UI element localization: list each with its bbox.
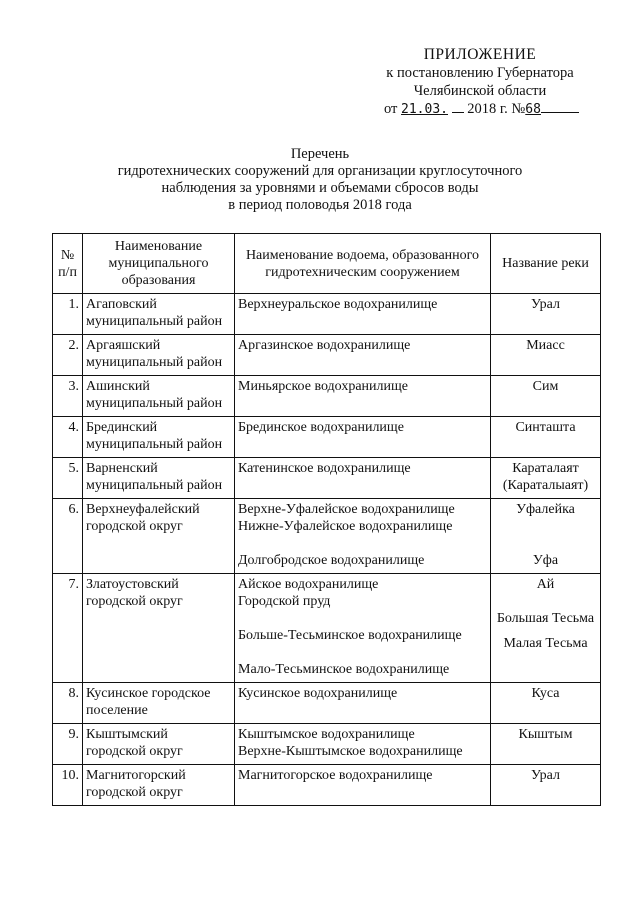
appendix-title: ПРИЛОЖЕНИЕ xyxy=(423,46,537,63)
reservoir-item: Городской пруд xyxy=(238,594,331,609)
row-municipality: Аргаяшский муниципальный район xyxy=(83,335,235,376)
row-reservoir-list xyxy=(235,574,491,683)
river-item: Ай xyxy=(536,577,555,592)
spacer xyxy=(494,535,597,552)
row-number: 3. xyxy=(53,376,83,417)
table-row xyxy=(53,499,601,574)
date-value: 21.03. xyxy=(401,102,448,117)
appendix-date-line xyxy=(360,100,600,119)
row-river: Куса xyxy=(491,683,601,724)
reservoir-item: Айское водохранилище xyxy=(238,577,379,592)
row-municipality: Ашинский муниципальный район xyxy=(83,376,235,417)
row-reservoir: Аргазинское водохранилище xyxy=(235,335,491,376)
table-row xyxy=(53,376,601,417)
row-number: 4. xyxy=(53,417,83,458)
row-municipality: Магнитогорский городской округ xyxy=(83,765,235,806)
row-river: Урал xyxy=(491,294,601,335)
reservoir-item: Долгобродское водохранилище xyxy=(238,553,425,568)
row-reservoir: Кусинское водохранилище xyxy=(235,683,491,724)
spacer xyxy=(238,610,487,627)
document-title xyxy=(60,146,580,214)
row-reservoir-list xyxy=(235,499,491,574)
river-item: Малая Тесьма xyxy=(503,636,588,651)
date-prefix: от xyxy=(384,101,398,117)
table-row xyxy=(53,294,601,335)
number-underline xyxy=(541,100,579,113)
table-row xyxy=(53,683,601,724)
reservoir-item: Больше-Тесьминское водохранилище xyxy=(238,628,462,643)
row-river: Караталаят (Караталыаят) xyxy=(491,458,601,499)
row-river: Кыштым xyxy=(491,724,601,765)
header-reservoir: Наименование водоема, образованного гидротехническим сооружением xyxy=(235,234,491,294)
row-number: 10. xyxy=(53,765,83,806)
row-river: Миасс xyxy=(491,335,601,376)
table-row xyxy=(53,574,601,683)
year-text: 2018 г. № xyxy=(467,101,526,117)
row-municipality: Верхнеуфалейский городской округ xyxy=(83,499,235,574)
reservoir-item: Верхне-Кыштымское водохранилище xyxy=(238,744,463,759)
row-municipality: Варненский муниципальный район xyxy=(83,458,235,499)
row-reservoir: Верхнеуральское водохранилище xyxy=(235,294,491,335)
row-number: 5. xyxy=(53,458,83,499)
table-row xyxy=(53,724,601,765)
header-river: Название реки xyxy=(491,234,601,294)
spacer xyxy=(494,518,597,535)
row-river: Урал xyxy=(491,765,601,806)
reservoir-item: Верхне-Уфалейское водохранилище xyxy=(238,502,455,517)
river-item: Уфалейка xyxy=(516,502,575,517)
decree-number: 68 xyxy=(525,102,541,117)
reservoir-item: Кыштымское водохранилище xyxy=(238,727,415,742)
table-row xyxy=(53,458,601,499)
title-line-4: в период половодья 2018 года xyxy=(228,197,412,213)
appendix-line-1: к постановлению Губернатора xyxy=(386,65,574,81)
row-number: 7. xyxy=(53,574,83,683)
row-river-list xyxy=(491,499,601,574)
header-municipality: Наименование муниципального образования xyxy=(83,234,235,294)
row-reservoir: Брединское водохранилище xyxy=(235,417,491,458)
title-line-3: наблюдения за уровнями и объемами сбросов воды xyxy=(161,180,479,196)
spacer xyxy=(238,535,487,552)
table-row xyxy=(53,335,601,376)
table-header-row xyxy=(53,234,601,294)
appendix-line-2: Челябинской области xyxy=(413,83,547,99)
row-number: 9. xyxy=(53,724,83,765)
reservoir-item: Нижне-Уфалейское водохранилище xyxy=(238,519,453,534)
row-reservoir: Катенинское водохранилище xyxy=(235,458,491,499)
row-reservoir: Миньярское водохранилище xyxy=(235,376,491,417)
table-row xyxy=(53,765,601,806)
row-reservoir-list xyxy=(235,724,491,765)
date-underline xyxy=(452,100,464,113)
title-line-1: Перечень xyxy=(290,146,350,162)
structures-table xyxy=(52,233,601,806)
row-river: Синташта xyxy=(491,417,601,458)
row-number: 6. xyxy=(53,499,83,574)
row-municipality: Кусинское городское поселение xyxy=(83,683,235,724)
spacer xyxy=(238,644,487,661)
header-number: № п/п xyxy=(53,234,83,294)
row-number: 1. xyxy=(53,294,83,335)
table-row xyxy=(53,417,601,458)
reservoir-item: Мало-Тесьминское водохранилище xyxy=(238,662,450,677)
row-river-list xyxy=(491,574,601,683)
row-number: 8. xyxy=(53,683,83,724)
row-municipality: Златоустовский городской округ xyxy=(83,574,235,683)
title-line-2: гидротехнических сооружений для организации круглосуточного xyxy=(117,163,523,179)
appendix-header xyxy=(360,46,600,119)
row-municipality: Кыштымский городской округ xyxy=(83,724,235,765)
spacer xyxy=(494,593,597,610)
row-river: Сим xyxy=(491,376,601,417)
spacer xyxy=(494,627,597,635)
row-number: 2. xyxy=(53,335,83,376)
row-municipality: Агаповский муниципальный район xyxy=(83,294,235,335)
river-item: Большая Тесьма xyxy=(496,611,595,626)
row-reservoir: Магнитогорское водохранилище xyxy=(235,765,491,806)
row-municipality: Брединский муниципальный район xyxy=(83,417,235,458)
river-item: Уфа xyxy=(532,553,559,568)
